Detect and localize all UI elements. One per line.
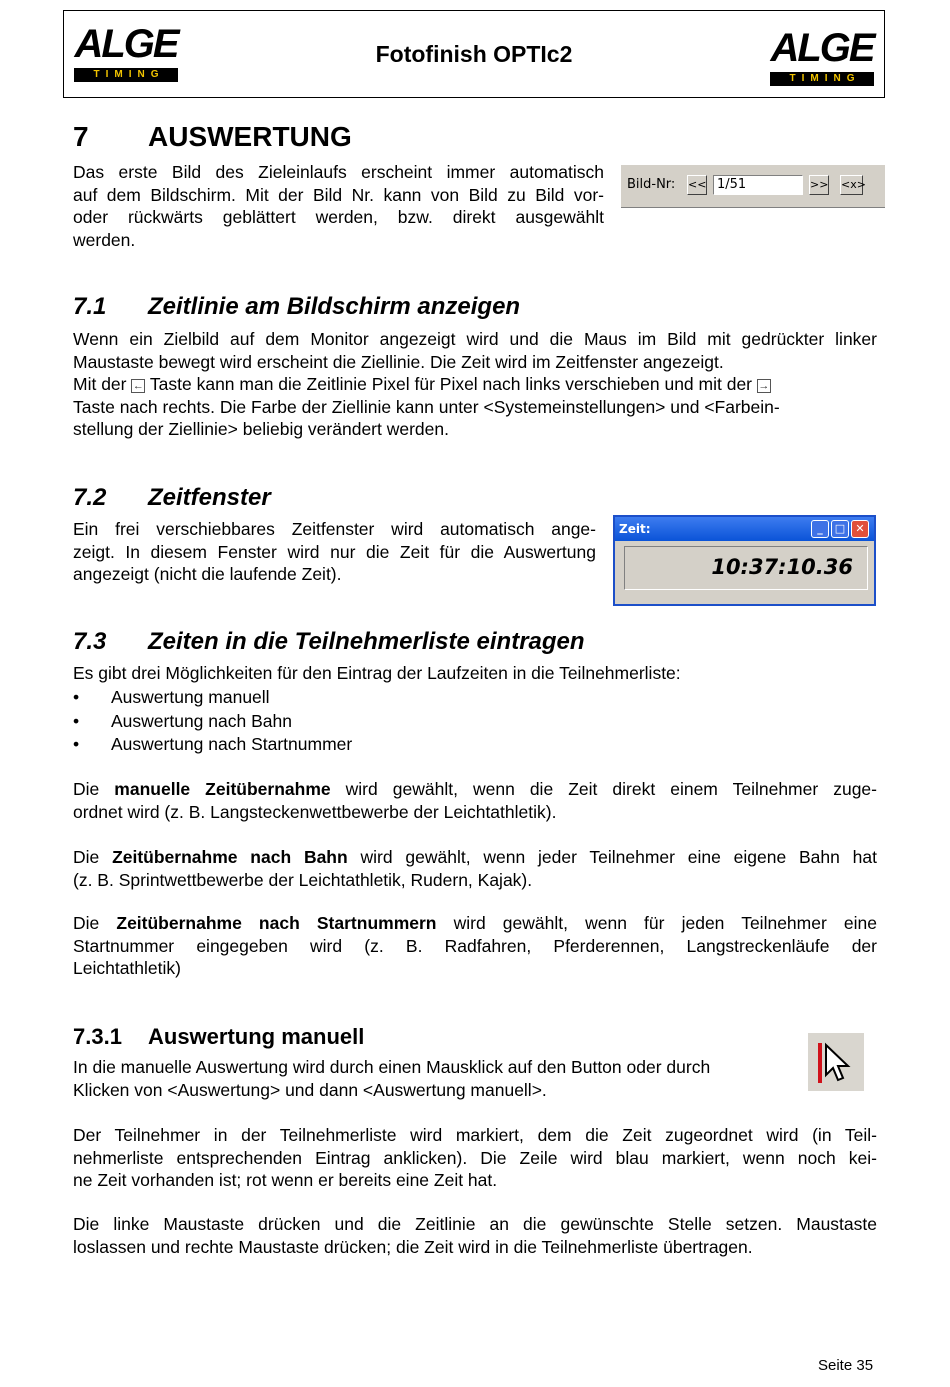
page-header	[63, 10, 885, 98]
page-number: Seite 35	[818, 1357, 874, 1374]
goto-image-button[interactable]: <x>	[840, 175, 863, 195]
section-7-3-intro: Es gibt drei Möglichkeiten für den Eintrag der Laufzeiten in die Teilnehmerliste:	[73, 663, 681, 683]
section-7-3-bullet-list	[73, 686, 673, 757]
zeit-value: 10:37:10.36	[711, 555, 853, 579]
alge-logo-left: ALGE TIMING	[74, 22, 178, 80]
bild-nr-label: Bild-Nr:	[627, 177, 676, 192]
close-icon[interactable]: ✕	[851, 520, 869, 538]
prev-image-button[interactable]: <<	[687, 175, 707, 195]
section-7-3-heading: 7.3 Zeiten in die Teilnehmerliste eintragen	[73, 628, 585, 655]
zeit-window[interactable]	[613, 515, 876, 606]
section-7-3-1-heading: 7.3.1 Auswertung manuell	[73, 1024, 365, 1049]
list-item: • Auswertung nach Bahn	[73, 710, 673, 734]
zeit-window-title: Zeit:	[619, 522, 651, 536]
maximize-icon[interactable]: □	[831, 520, 849, 538]
lane-takeover-paragraph: Die Zeitübernahme nach Bahn wird gewählt, wenn jeder Teilnehmer eine eigene Bahn hat (z. B. Sprintwettbewerbe der Leichtathletik, Rudern, Kajak).	[73, 847, 878, 890]
section-7-1-paragraph: Wenn ein Zielbild auf dem Monitor angezeigt wird und die Maus im Bild mit gedrückter linker Maustaste bewegt wird erscheint die Ziellinie. Die Zeit wird im Zeitfenster angezeigt. Mit der ← Taste kann man die Zeitlinie Pixel für Pixel nach links verschieben und mit der → Taste nach rechts. Die Farbe der Ziellinie kann unter <Systemeinstellungen> und <Farbein- stellung der Ziellinie> beliebig verändert werden.	[73, 329, 877, 440]
list-item: • Auswertung nach Startnummer	[73, 733, 673, 757]
section-7-paragraph: Das erste Bild des Zieleinlaufs erscheint immer automatisch auf dem Bildschirm. Mit der Bild Nr. kann von Bild zu Bild vor- oder rückwärts geblättert werden, bzw. direkt ausgewählt werden.	[73, 162, 604, 250]
section-7-3-1-paragraph-2: Der Teilnehmer in der Teilnehmerliste wird markiert, dem die Zeit zugeordnet wird (in Teil- nehmerliste entsprechenden Eintrag anklicken). Die Zeile wird blau markiert, wenn noch kei- ne Zeit vorhanden ist; rot wenn er bereits eine Zeit hat.	[73, 1125, 877, 1191]
header-title: Fotofinish OPTIc2	[375, 41, 573, 67]
section-7-heading: 7 AUSWERTUNG	[73, 121, 352, 152]
arrow-right-key-icon: →	[758, 380, 770, 393]
arrow-left-key-icon: ←	[132, 380, 144, 393]
startnumber-takeover-paragraph: Die Zeitübernahme nach Startnummern wird gewählt, wenn für jeden Teilnehmer eine Startnummer eingegeben wird (z. B. Radfahren, Pferderennen, Langstreckenläufe der Leichtathletik)	[73, 913, 877, 979]
zeit-display	[624, 546, 868, 590]
section-7-3-1-paragraph-3: Die linke Maustaste drücken und die Zeitlinie an die gewünschte Stelle setzen. Maustaste loslassen und rechte Maustaste drücken; die Zeit wird in die Teilnehmerliste übertragen.	[73, 1214, 877, 1257]
minimize-icon[interactable]: _	[811, 520, 829, 538]
section-7-2-paragraph: Ein frei verschiebbares Zeitfenster wird automatisch ange- zeigt. In diesem Fenster wird nur die Zeit für die Auswertung angezeigt (nicht die laufende Zeit).	[73, 519, 596, 585]
manual-evaluation-button[interactable]	[808, 1033, 864, 1091]
section-7-3-1-paragraph-1: In die manuelle Auswertung wird durch einen Mausklick auf den Button oder durch Klicken von <Auswertung> und dann <Auswertung manuell>.	[73, 1057, 711, 1100]
cursor-icon	[808, 1033, 864, 1091]
list-item: • Auswertung manuell	[73, 686, 673, 710]
next-image-button[interactable]: >>	[809, 175, 829, 195]
section-7-2-heading: 7.2 Zeitfenster	[73, 484, 271, 511]
bild-nr-toolbar	[621, 164, 885, 208]
section-7-1-heading: 7.1 Zeitlinie am Bildschirm anzeigen	[73, 293, 521, 320]
zeit-window-titlebar[interactable]	[615, 517, 874, 541]
manual-takeover-paragraph: Die manuelle Zeitübernahme wird gewählt, wenn die Zeit direkt einem Teilnehmer zuge- ordnet wird (z. B. Langsteckenwettbewerbe der Leichtathletik).	[73, 779, 877, 822]
image-number-field[interactable]: 1/51	[713, 175, 803, 195]
alge-logo-right: ALGE TIMING	[770, 26, 874, 84]
